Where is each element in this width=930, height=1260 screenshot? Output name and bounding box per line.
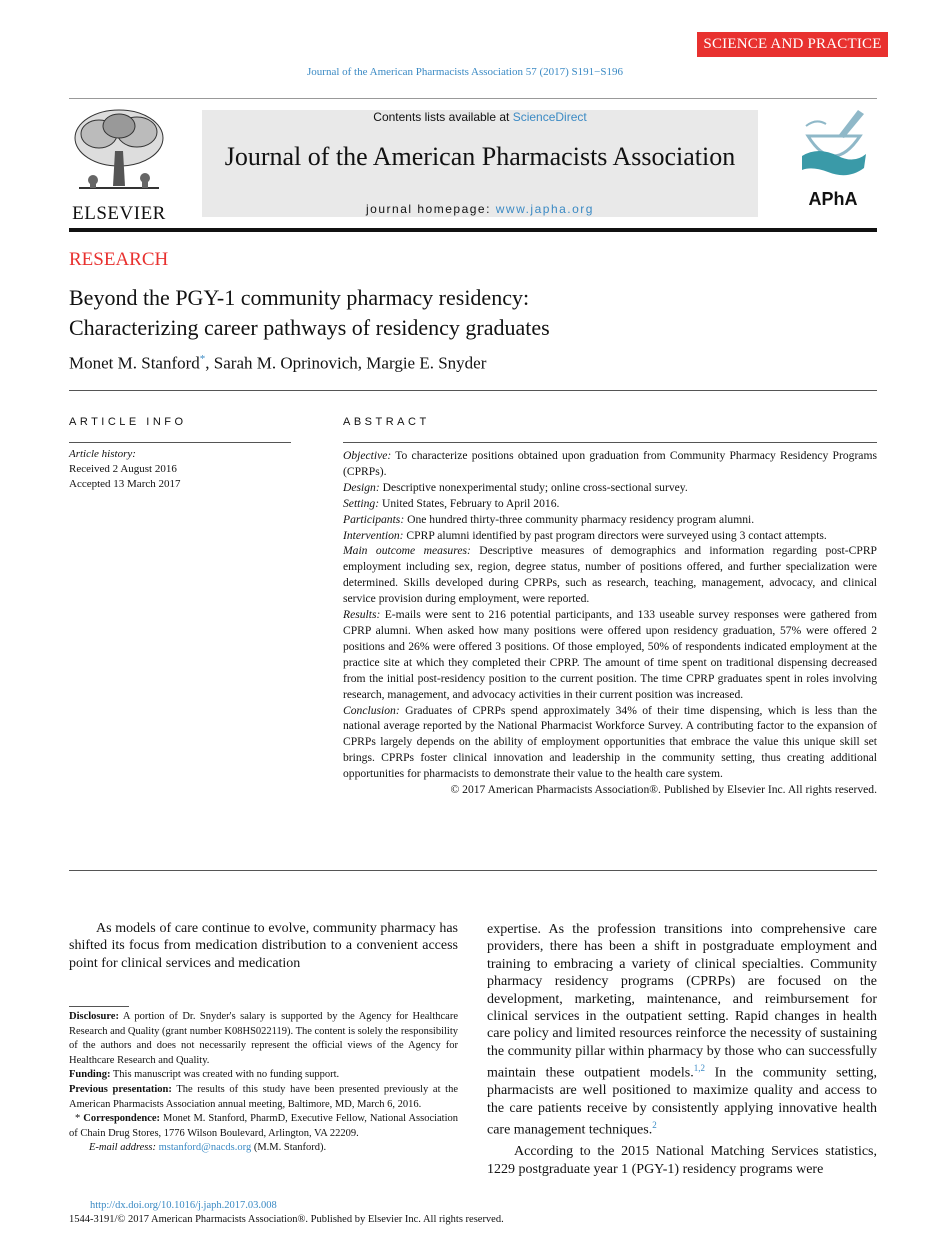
abstract-conclusion (343, 703, 877, 783)
abstract-outcome (343, 543, 877, 607)
abstract-objective (343, 448, 877, 480)
body-paragraph (487, 921, 877, 1139)
results-label: Results: (343, 608, 381, 622)
corr-label: Correspondence: (83, 1113, 161, 1125)
author-1[interactable]: Monet M. Stanford (69, 353, 200, 373)
journal-title: Journal of the American Pharmacists Association (224, 142, 736, 171)
homepage-link[interactable]: www.japha.org (495, 202, 594, 216)
body-column-1 (69, 920, 458, 972)
outcome-label: Main outcome measures: (343, 544, 471, 558)
presentation-text: The results of this study have been presented previously at the American Pharmacists Association annual meeting, Baltimore, MD, March 6, 2016. (69, 1083, 458, 1110)
funding-text: This manuscript was created with no funding support. (110, 1069, 340, 1081)
email-suffix: (M.M. Stanford). (251, 1142, 327, 1154)
funding-label: Funding: (69, 1069, 111, 1081)
disclosure-text: A portion of Dr. Snyder's salary is supported by the Agency for Healthcare Research and Quality (grant number K08HS022119). The content is solely the responsibility of the authors and does not necessarily represent the official views of the Agency for Healthcare Research and Quality. (69, 1011, 459, 1066)
title-line-2: Characterizing career pathways of residency graduates (69, 315, 550, 340)
email-label: E-mail address: (89, 1142, 156, 1154)
intervention-label: Intervention: (343, 528, 404, 542)
footnote-divider (69, 1006, 129, 1007)
footnote-email (69, 1141, 458, 1156)
abstract-design (343, 480, 877, 496)
corr-mark: * (75, 1113, 81, 1125)
results-text: E-mails were sent to 216 potential participants, and 133 useable survey responses were gathered from CPRP alumni. When asked how many positions were offered upon residency graduation, 57% were offered 2 positions and 26% were offered 3 positions. Of those employed, 50% of respondents indicated employment at the practice site at which they completed their CPRP. The amount of time spent on traditional dispensing decreased from the initial post-residency position to the current position. The time CPRP graduates spent in roles involving research, management, and advocacy activities in their current position was increased. (343, 608, 877, 701)
article-info-heading: ARTICLE INFO (69, 416, 187, 428)
other-authors[interactable]: , Sarah M. Oprinovich, Margie E. Snyder (205, 353, 487, 373)
intervention-text: CPRP alumni identified by past program directors were surveyed using 3 contact attempts. (403, 528, 827, 542)
footnote-funding (69, 1068, 458, 1083)
author-list (69, 353, 486, 374)
design-label: Design: (343, 480, 380, 494)
tree-icon (69, 106, 169, 196)
corr-text: Monet M. Stanford, PharmD, Executive Fellow, National Association of Chain Drug Stores, 1776 Wilson Boulevard, Arlington, VA 22209. (69, 1113, 459, 1139)
accepted-date: Accepted 13 March 2017 (69, 478, 181, 490)
abstract-copyright: © 2017 American Pharmacists Association®. Published by Elsevier Inc. All rights reserved. (450, 783, 877, 797)
mortar-pestle-icon (798, 106, 868, 184)
setting-text: United States, February to April 2016. (379, 496, 560, 510)
disclosure-label: Disclosure: (69, 1011, 119, 1022)
contents-prefix: Contents lists available at (373, 110, 513, 124)
footnote-presentation (69, 1083, 458, 1112)
footnotes (69, 1010, 458, 1156)
article-title (69, 283, 877, 343)
article-type: RESEARCH (69, 249, 169, 270)
body-text-b: In the community setting, pharmacists are well positioned to maximize quality and access to the care patients receive by consistently applying innovative health care management techniques. (487, 1065, 878, 1138)
design-text: Descriptive nonexperimental study; online cross-sectional survey. (379, 480, 688, 494)
title-line-1: Beyond the PGY-1 community pharmacy residency: (69, 285, 530, 310)
elsevier-logo[interactable] (69, 106, 169, 224)
abstract-body (343, 448, 877, 798)
divider (69, 98, 877, 99)
abstract-setting (343, 496, 877, 512)
homepage-prefix: journal homepage: (366, 202, 496, 216)
setting-label: Setting: (343, 496, 380, 510)
email-link[interactable]: mstanford@nacds.org (158, 1142, 252, 1154)
participants-text: One hundred thirty-three community pharmacy residency program alumni. (404, 512, 755, 526)
received-date: Received 2 August 2016 (69, 463, 177, 475)
body-column-2 (487, 921, 877, 1178)
elsevier-wordmark: ELSEVIER (72, 203, 166, 224)
objective-label: Objective: (343, 449, 392, 462)
footnote-correspondence (69, 1112, 458, 1141)
abstract-heading: ABSTRACT (343, 416, 430, 428)
divider (69, 442, 291, 443)
contents-line (202, 110, 758, 124)
divider (69, 870, 877, 871)
doi-link[interactable]: http://dx.doi.org/10.1016/j.japh.2017.03.008 (90, 1200, 277, 1211)
section-tag: SCIENCE AND PRACTICE (697, 32, 888, 57)
participants-label: Participants: (343, 512, 405, 526)
conclusion-text: Graduates of CPRPs spend approximately 34% of their time dispensing, which is less than the national average reported by the National Pharmacist Workforce Survey. A contributing factor to the expansion of CPRPs largely depends on the ability of employment opportunities that embrace the value this unique skill set brings. CPRPs foster clinical innovation and leadership in the community setting, thus creating additional opportunities for pharmacists to demonstrate their value to the health care system. (343, 703, 877, 781)
divider (343, 442, 877, 443)
divider (69, 390, 877, 391)
reference-link[interactable]: 1,2 (693, 1063, 705, 1074)
homepage-line (202, 202, 758, 216)
body-paragraph: According to the 2015 National Matching Services statistics, 1229 postgraduate year 1 (PGY-1) residency programs were (487, 1144, 877, 1177)
issn-line: 1544-3191/© 2017 American Pharmacists Association®. Published by Elsevier Inc. All rights reserved. (69, 1214, 504, 1225)
journal-banner (202, 110, 758, 217)
apha-logo[interactable] (790, 106, 876, 221)
reference-link[interactable]: 2 (652, 1120, 657, 1131)
abstract-results (343, 607, 877, 702)
conclusion-label: Conclusion: (343, 703, 400, 717)
apha-wordmark: APhA (808, 189, 858, 209)
history-label: Article history: (69, 448, 136, 460)
abstract-participants (343, 512, 877, 528)
journal-citation-link[interactable]: Journal of the American Pharmacists Association 57 (2017) S191−S196 (307, 66, 623, 78)
footnote-disclosure (69, 1010, 458, 1068)
sciencedirect-link[interactable]: ScienceDirect (512, 110, 587, 124)
abstract-intervention (343, 528, 877, 544)
body-paragraph: As models of care continue to evolve, community pharmacy has shifted its focus from medication distribution to a convenient access point for clinical services and medication (69, 921, 458, 971)
corresponding-mark[interactable]: * (199, 353, 206, 365)
outcome-text: Descriptive measures of demographics and information regarding post-CPRP employment including sex, region, degree status, number of positions offered, and further specialization were determined. Skills developed during CPRPs, such as research, teaching, management, advocacy, and clinical service provision during employment, were reported. (343, 544, 877, 606)
body-text-a: expertise. As the profession transitions into comprehensive care providers, there has been a shift in postgraduate employment and training to embracing a variety of clinical specialties. Community pharmacy residency programs (CPRPs) are focused on the development, marketing, maintenance, and reimbursement for clinical services in the outpatient setting. Rapid changes in health care policy and limited resources reinforce the necessity of sustaining the community pillar within pharmacy by those who can successfully maintain these outpatient models. (487, 922, 877, 1081)
objective-text: To characterize positions obtained upon graduation from Community Pharmacy Residency Programs (CPRPs). (343, 449, 877, 478)
article-history (69, 447, 181, 492)
divider-thick (69, 228, 877, 232)
presentation-label: Previous presentation: (69, 1083, 172, 1095)
